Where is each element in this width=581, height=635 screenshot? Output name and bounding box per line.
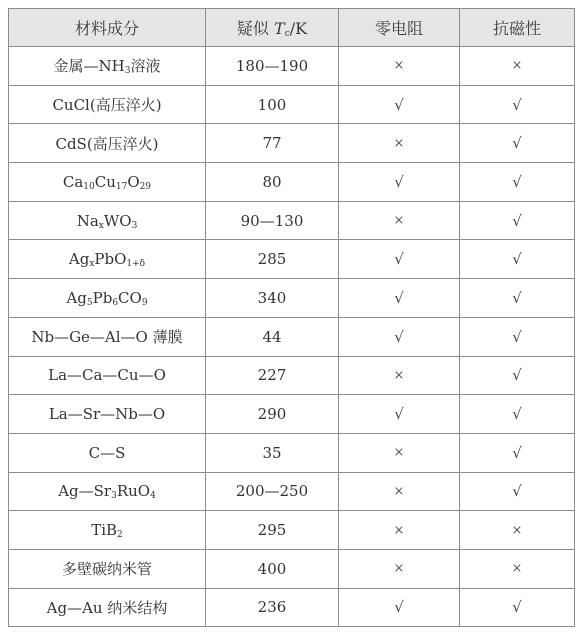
material-text: RuO <box>116 482 151 501</box>
material-subscript: 4 <box>150 491 156 502</box>
header-zero-resistance: 零电阻 <box>339 9 460 47</box>
diamagnetism-cell: √ <box>460 588 575 627</box>
zero-resistance-cell: √ <box>339 395 460 434</box>
material-text: 多壁碳纳米管 <box>61 560 152 579</box>
material-text: La—Sr—Nb—O <box>48 405 166 424</box>
material-text: Ag—Sr <box>58 482 112 501</box>
material-subscript: 2 <box>117 530 123 541</box>
header-tc-symbol: T <box>274 19 285 38</box>
table-row <box>9 356 575 395</box>
table-row <box>9 433 575 472</box>
diamagnetism-cell: × <box>460 47 575 86</box>
material-text: CdS(高压淬火) <box>55 134 159 153</box>
material-text: CuCl(高压淬火) <box>52 96 162 115</box>
zero-resistance-cell: × <box>339 472 460 511</box>
material-cell <box>9 395 206 434</box>
diamagnetism-cell: √ <box>460 85 575 124</box>
material-text: O <box>127 172 140 191</box>
header-tc-prefix: 疑似 <box>236 19 275 38</box>
table-row <box>9 317 575 356</box>
diamagnetism-cell: √ <box>460 433 575 472</box>
material-cell <box>9 163 206 202</box>
material-text: C—S <box>88 443 126 462</box>
tc-cell: 77 <box>206 124 339 163</box>
material-text: Ag <box>68 250 90 269</box>
material-subscript: 3 <box>131 220 138 231</box>
material-text: CO <box>118 288 142 307</box>
table-row <box>9 85 575 124</box>
material-subscript: 10 <box>83 181 95 192</box>
material-cell <box>9 433 206 472</box>
table-row <box>9 395 575 434</box>
tc-cell: 80 <box>206 163 339 202</box>
zero-resistance-cell: × <box>339 124 460 163</box>
table-row <box>9 201 575 240</box>
material-cell <box>9 124 206 163</box>
material-text: Cu <box>94 172 116 191</box>
header-diamagnetism: 抗磁性 <box>460 9 575 47</box>
material-text: WO <box>103 211 132 230</box>
tc-cell: 180—190 <box>206 47 339 86</box>
material-text: Pb <box>92 288 113 307</box>
zero-resistance-cell: √ <box>339 317 460 356</box>
superconductor-table-container <box>8 8 574 627</box>
table-row <box>9 279 575 318</box>
material-text: La—Ca—Cu—O <box>48 366 166 385</box>
material-subscript: x <box>89 259 95 270</box>
table-row <box>9 163 575 202</box>
material-subscript: 3 <box>111 491 117 502</box>
tc-cell: 236 <box>206 588 339 627</box>
tc-cell: 400 <box>206 549 339 588</box>
diamagnetism-cell: √ <box>460 395 575 434</box>
material-subscript: 3 <box>124 66 131 77</box>
header-tc <box>206 9 339 47</box>
material-subscript: 6 <box>112 297 119 308</box>
material-text: TiB <box>91 521 118 540</box>
tc-cell: 290 <box>206 395 339 434</box>
material-cell <box>9 549 206 588</box>
material-cell <box>9 47 206 86</box>
material-text: Ag <box>66 288 87 307</box>
diamagnetism-cell: √ <box>460 201 575 240</box>
zero-resistance-cell: × <box>339 511 460 550</box>
material-text: 金属—NH <box>53 57 125 76</box>
material-cell <box>9 201 206 240</box>
tc-cell: 35 <box>206 433 339 472</box>
tc-cell: 90—130 <box>206 201 339 240</box>
zero-resistance-cell: × <box>339 433 460 472</box>
header-material: 材料成分 <box>9 9 206 47</box>
diamagnetism-cell: × <box>460 549 575 588</box>
material-text: Na <box>76 211 99 230</box>
material-cell <box>9 511 206 550</box>
diamagnetism-cell: √ <box>460 279 575 318</box>
table-row <box>9 47 575 86</box>
table-row <box>9 549 575 588</box>
diamagnetism-cell: √ <box>460 317 575 356</box>
material-text: Ca <box>62 172 84 191</box>
material-subscript: 29 <box>139 181 152 192</box>
diamagnetism-cell: √ <box>460 472 575 511</box>
zero-resistance-cell: √ <box>339 240 460 279</box>
table-row <box>9 240 575 279</box>
table-header-row <box>9 9 575 47</box>
header-tc-suffix: /K <box>289 19 308 38</box>
material-subscript: 9 <box>141 297 148 308</box>
diamagnetism-cell: √ <box>460 356 575 395</box>
zero-resistance-cell: × <box>339 549 460 588</box>
material-text: Ag—Au 纳米结构 <box>46 598 168 617</box>
tc-cell: 340 <box>206 279 339 318</box>
material-text: PbO <box>94 250 127 269</box>
diamagnetism-cell: × <box>460 511 575 550</box>
header-tc-subscript: c <box>284 29 290 39</box>
tc-cell: 295 <box>206 511 339 550</box>
material-cell <box>9 472 206 511</box>
tc-cell: 100 <box>206 85 339 124</box>
zero-resistance-cell: √ <box>339 85 460 124</box>
zero-resistance-cell: × <box>339 356 460 395</box>
diamagnetism-cell: √ <box>460 240 575 279</box>
material-cell <box>9 85 206 124</box>
material-cell <box>9 240 206 279</box>
diamagnetism-cell: √ <box>460 163 575 202</box>
table-body <box>9 47 575 627</box>
material-cell <box>9 356 206 395</box>
zero-resistance-cell: √ <box>339 163 460 202</box>
table-row <box>9 124 575 163</box>
material-cell <box>9 279 206 318</box>
table-row <box>9 588 575 627</box>
material-subscript: 1+δ <box>126 259 146 270</box>
superconductor-table <box>8 8 575 627</box>
zero-resistance-cell: √ <box>339 279 460 318</box>
zero-resistance-cell: √ <box>339 588 460 627</box>
material-subscript: 5 <box>86 297 93 308</box>
material-subscript: x <box>98 220 104 231</box>
tc-cell: 227 <box>206 356 339 395</box>
material-text: 溶液 <box>130 57 161 76</box>
table-row <box>9 472 575 511</box>
material-cell <box>9 317 206 356</box>
zero-resistance-cell: × <box>339 201 460 240</box>
material-subscript: 17 <box>115 181 128 192</box>
diamagnetism-cell: √ <box>460 124 575 163</box>
table-row <box>9 511 575 550</box>
tc-cell: 200—250 <box>206 472 339 511</box>
tc-cell: 285 <box>206 240 339 279</box>
tc-cell: 44 <box>206 317 339 356</box>
zero-resistance-cell: × <box>339 47 460 86</box>
material-text: Nb—Ge—Al—O 薄膜 <box>31 328 183 347</box>
material-cell <box>9 588 206 627</box>
